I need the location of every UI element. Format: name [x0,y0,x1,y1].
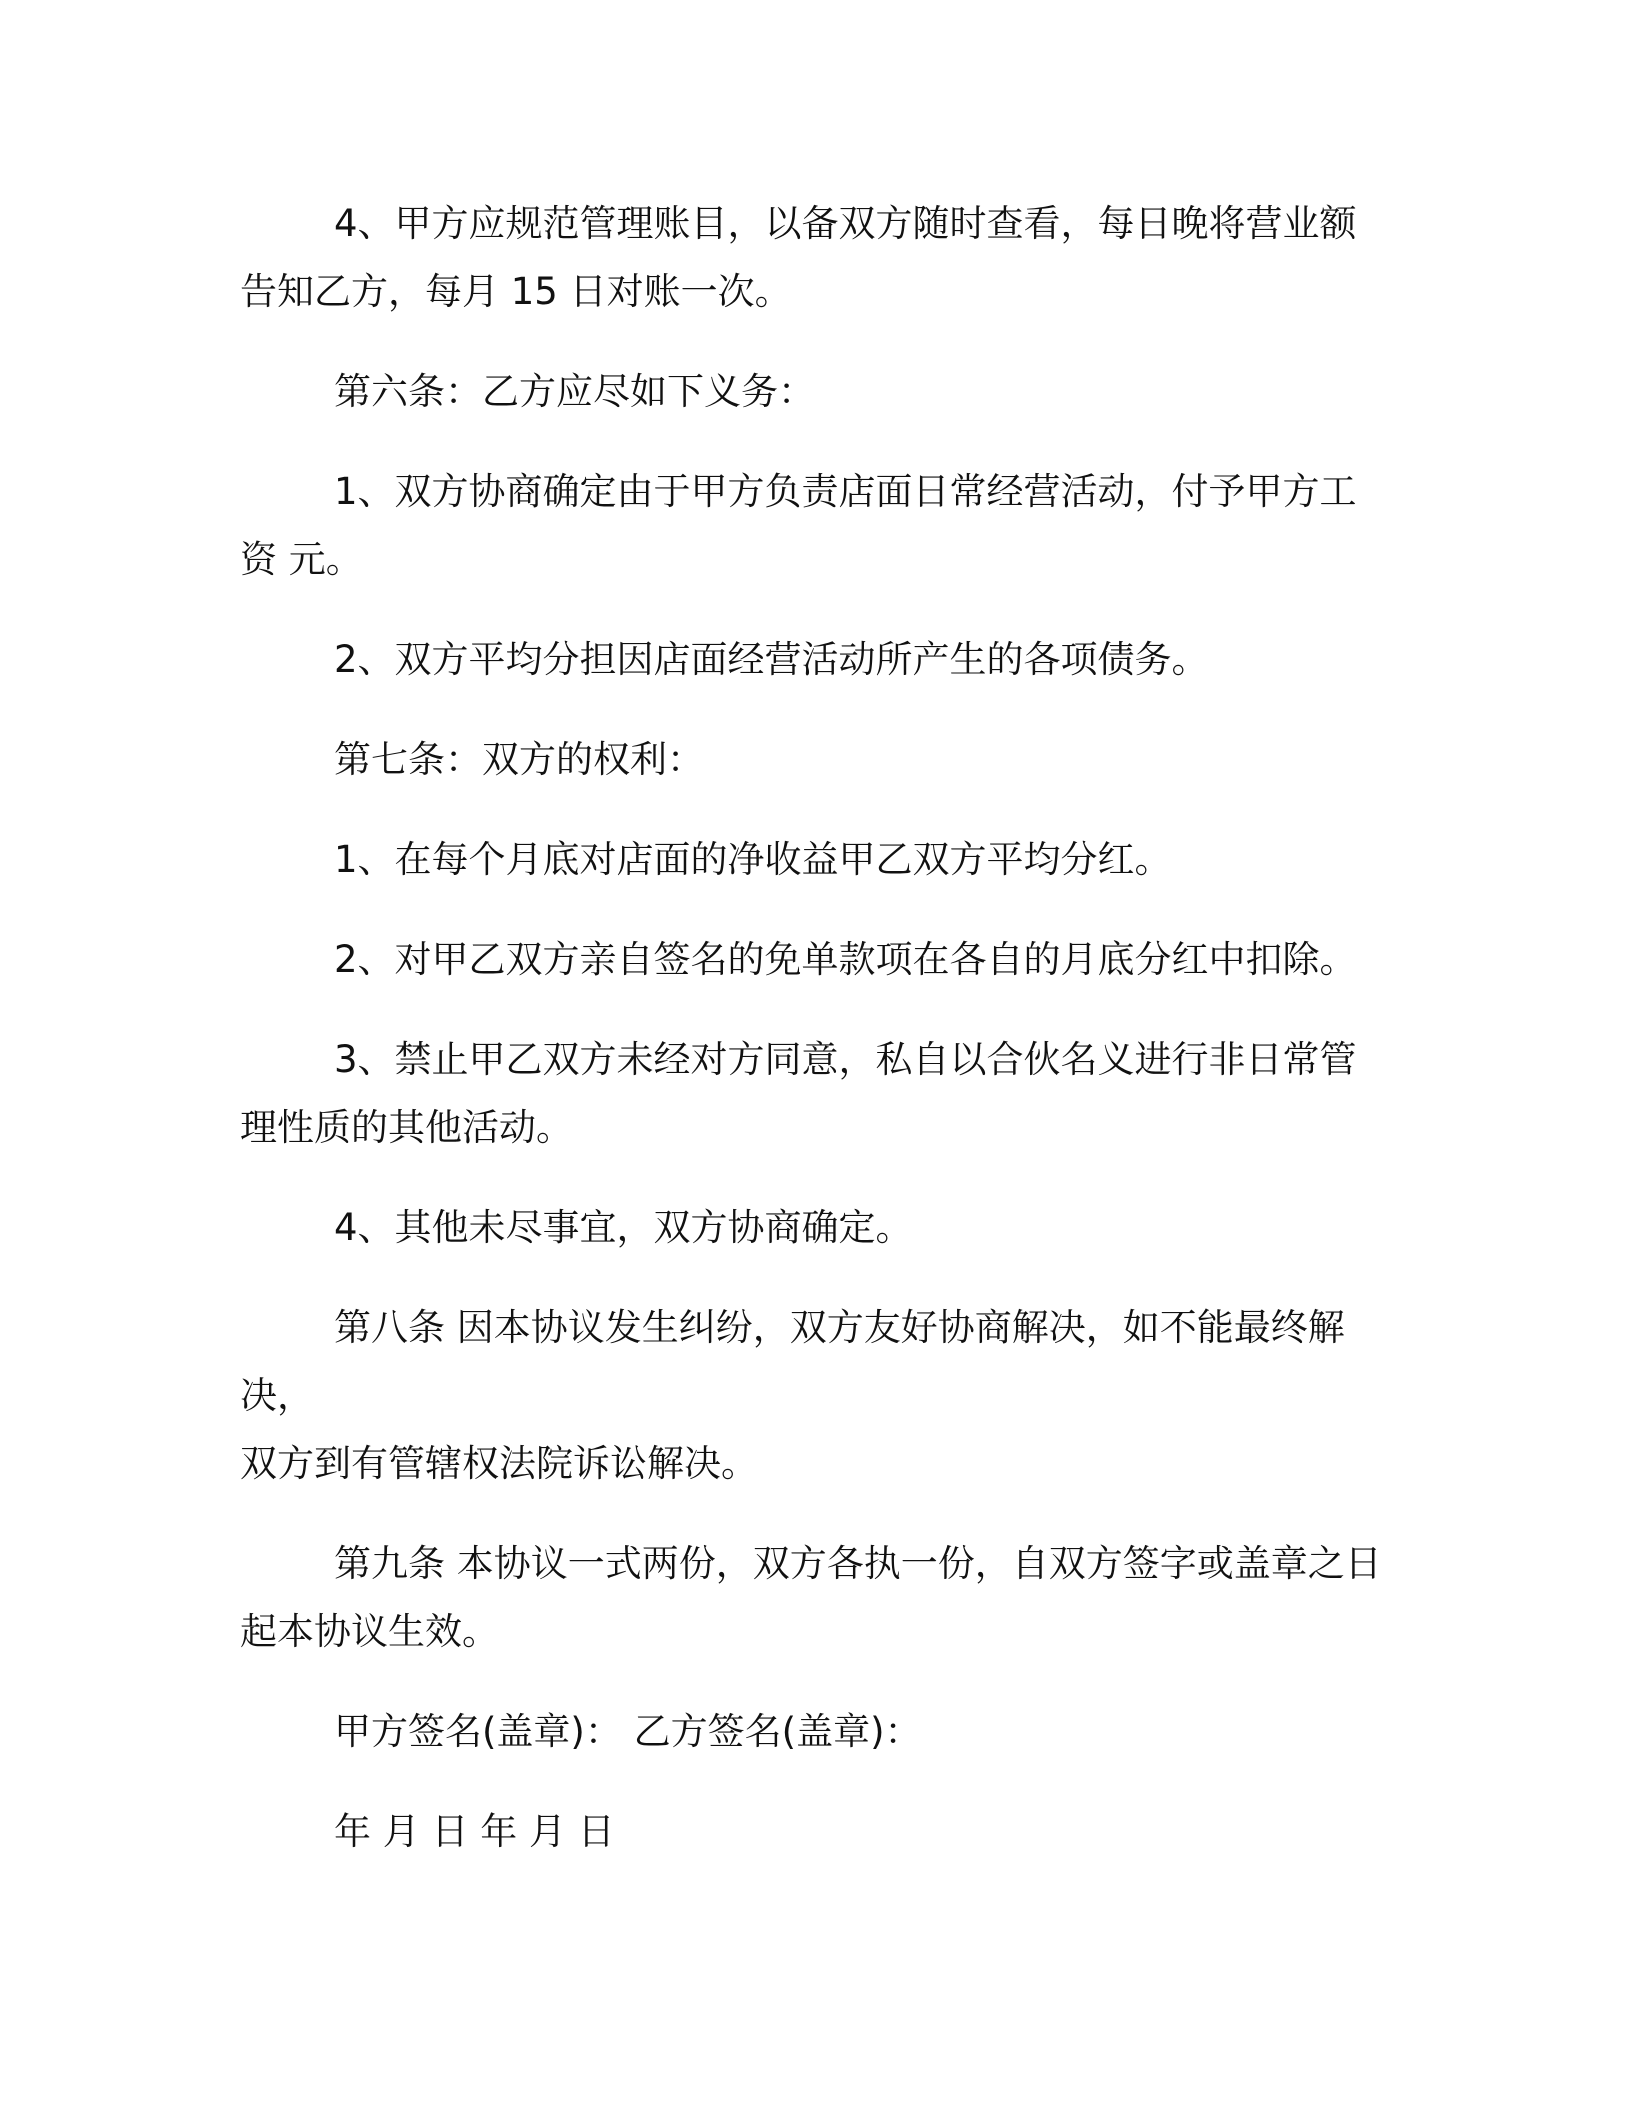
paragraph-line: 甲方签名(盖章)： 乙方签名(盖章)： [334,1710,922,1753]
paragraph-line: 2、双方平均分担因店面经营活动所产生的各项债务。 [334,638,1209,681]
paragraph-line: 4、甲方应规范管理账目，以备双方随时查看，每日晚将营业额 [334,202,1357,245]
paragraph-free-orders [240,926,1410,994]
article-7-heading [240,726,1410,794]
paragraph-line: 第七条：双方的权利： [334,738,704,781]
paragraph-prohibition [240,1026,1410,1162]
signature-line [240,1698,1410,1766]
paragraph-line: 第八条 因本协议发生纠纷，双方友好协商解决，如不能最终解决， [240,1306,1345,1417]
paragraph-line: 第九条 本协议一式两份，双方各执一份，自双方签字或盖章之日 [334,1542,1382,1585]
paragraph-dividend [240,826,1410,894]
paragraph-line: 资 元。 [240,538,363,581]
paragraph-salary [240,458,1410,594]
paragraph-debts [240,626,1410,694]
paragraph-accounts [240,190,1410,326]
paragraph-line: 双方到有管辖权法院诉讼解决。 [240,1442,758,1485]
article-9-copies [240,1530,1410,1666]
article-6-heading [240,358,1410,426]
paragraph-line: 1、在每个月底对店面的净收益甲乙双方平均分红。 [334,838,1172,881]
paragraph-line: 年 月 日 年 月 日 [334,1810,615,1853]
document-body [240,190,1410,1898]
article-8-disputes [240,1294,1410,1498]
paragraph-line: 理性质的其他活动。 [240,1106,573,1149]
paragraph-line: 告知乙方，每月 15 日对账一次。 [240,270,792,313]
paragraph-line: 4、其他未尽事宜，双方协商确定。 [334,1206,913,1249]
paragraph-line: 第六条：乙方应尽如下义务： [334,370,815,413]
paragraph-other-matters [240,1194,1410,1262]
paragraph-line: 2、对甲乙双方亲自签名的免单款项在各自的月底分红中扣除。 [334,938,1357,981]
paragraph-line: 起本协议生效。 [240,1610,499,1653]
paragraph-line: 1、双方协商确定由于甲方负责店面日常经营活动，付予甲方工 [334,470,1357,513]
date-line [240,1798,1410,1866]
paragraph-line: 3、禁止甲乙双方未经对方同意，私自以合伙名义进行非日常管 [334,1038,1357,1081]
